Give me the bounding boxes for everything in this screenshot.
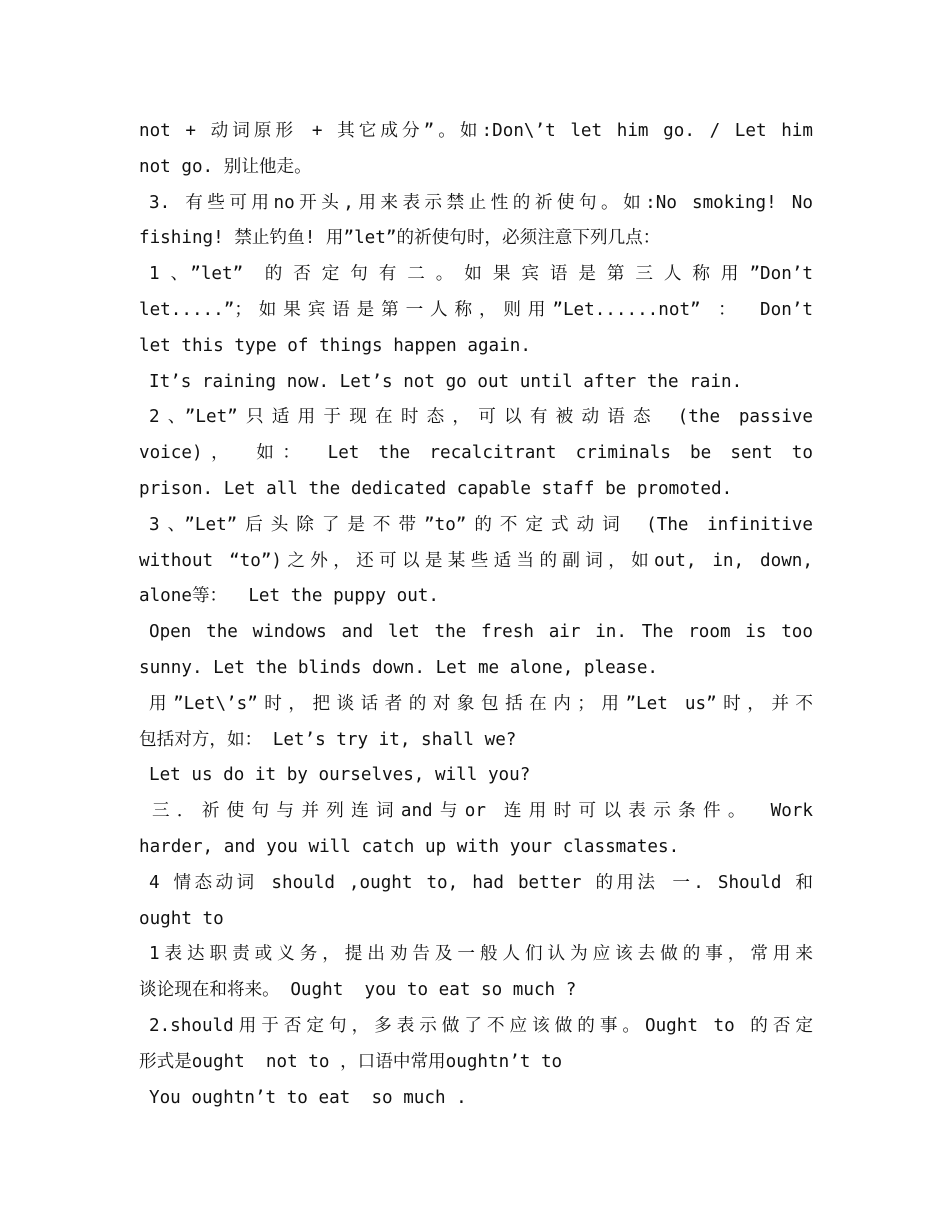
text-line: 用”Let\’s”时，把谈话者的对象包括在内；用”Let us”时，并不 — [149, 693, 813, 714]
text-line: 2.should用于否定句，多表示做了不应该做的事。Ought to 的否定 — [149, 1015, 813, 1036]
text-line: 1、”let” 的否定句有二。如果宾语是第三人称用”Don’t — [149, 264, 813, 285]
text-line: not go. 别让他走。 — [139, 156, 312, 177]
text-line: fishing! 禁止钓鱼! 用”let”的祈使句时，必须注意下列几点： — [139, 228, 661, 249]
text-line: 包括对方，如： Let’s try it, shall we? — [139, 729, 517, 750]
text-line: 4 情态动词 should ,ought to, had better 的用法 一. Should 和 — [149, 872, 813, 893]
text-line: not + 动词原形 + 其它成分”。如:Don\’t let him go. / Let him — [139, 121, 813, 141]
text-line: harder, and you will catch up with your classmates. — [139, 836, 680, 857]
text-line: Open the windows and let the fresh air in. The room is too — [149, 622, 813, 643]
text-line: It’s raining now. Let’s not go out until after the rain. — [149, 371, 743, 392]
text-line: let this type of things happen again. — [139, 335, 531, 356]
text-line: alone等： Let the puppy out. — [139, 586, 439, 607]
text-line: let.....”；如果宾语是第一人称，则用”Let......not” ： Don’t — [139, 299, 813, 320]
text-line: 1表达职责或义务，提出劝告及一般人们认为应该去做的事，常用来 — [149, 944, 813, 965]
text-line: voice)， 如： Let the recalcitrant criminals be sent to — [139, 443, 813, 464]
text-line: without “to”)之外，还可以是某些适当的副词，如out, in, down, — [139, 550, 813, 571]
text-line: 三．祈使句与并列连词and与or 连用时可以表示条件。 Work — [152, 801, 813, 822]
text-line: 3. 有些可用no开头,用来表示禁止性的祈使句。如:No smoking! No — [149, 192, 813, 213]
text-line: prison. Let all the dedicated capable staff be promoted. — [139, 478, 733, 499]
text-line: You oughtn’t to eat so much . — [149, 1087, 467, 1108]
text-line: ought to — [139, 908, 224, 929]
document-body — [139, 114, 813, 1116]
text-line: sunny. Let the blinds down. Let me alone, please. — [139, 657, 659, 678]
text-line: 形式是ought not to ，口语中常用oughtn’t to — [139, 1051, 563, 1072]
text-line: Let us do it by ourselves, will you? — [149, 765, 531, 786]
text-line: 谈论现在和将来。 Ought you to eat so much ? — [139, 980, 577, 1001]
text-line: 2、”Let”只适用于现在时态，可以有被动语态 (the passive — [149, 407, 813, 428]
text-line: 3、”Let”后头除了是不带”to”的不定式动词 (The infinitive — [149, 514, 813, 535]
